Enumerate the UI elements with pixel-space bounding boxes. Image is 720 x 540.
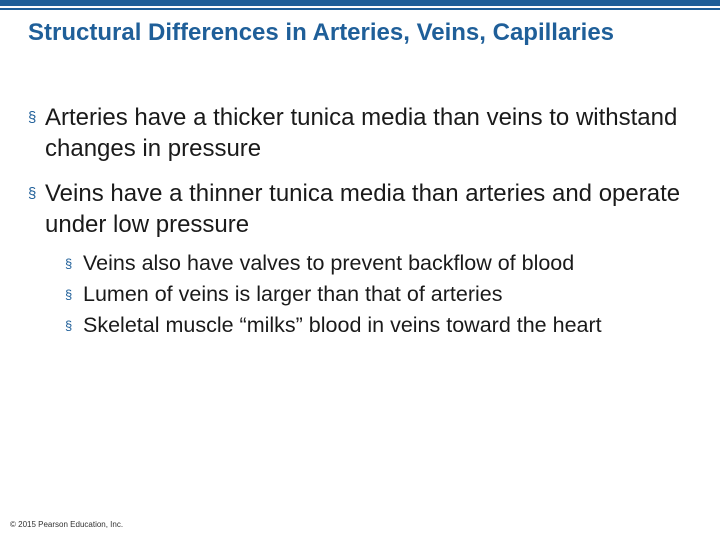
bullet-text: Arteries have a thicker tunica media than veins to withstand changes in pressure <box>45 104 678 162</box>
square-bullet-icon: § <box>65 318 73 333</box>
square-bullet-icon: § <box>28 185 37 202</box>
sub-bullet-list <box>65 248 698 341</box>
bullet-item <box>28 102 698 164</box>
sub-bullet-item <box>65 248 698 279</box>
header-rule-thick <box>0 0 720 6</box>
sub-bullet-text: Lumen of veins is larger than that of arteries <box>83 282 503 306</box>
slide-title: Structural Differences in Arteries, Veins, Capillaries <box>28 19 615 46</box>
sub-bullet-item <box>65 310 698 341</box>
header-rule-thin <box>0 8 720 10</box>
sub-bullet-text: Veins also have valves to prevent backflow of blood <box>83 251 575 275</box>
sub-bullet-text: Skeletal muscle “milks” blood in veins toward the heart <box>83 313 602 337</box>
copyright-notice: © 2015 Pearson Education, Inc. <box>10 520 124 529</box>
square-bullet-icon: § <box>28 109 37 126</box>
square-bullet-icon: § <box>65 256 73 271</box>
sub-bullet-item <box>65 279 698 310</box>
bullet-list <box>28 102 698 355</box>
bullet-item <box>28 178 698 341</box>
bullet-text: Veins have a thinner tunica media than arteries and operate under low pressure <box>45 180 681 238</box>
square-bullet-icon: § <box>65 287 73 302</box>
